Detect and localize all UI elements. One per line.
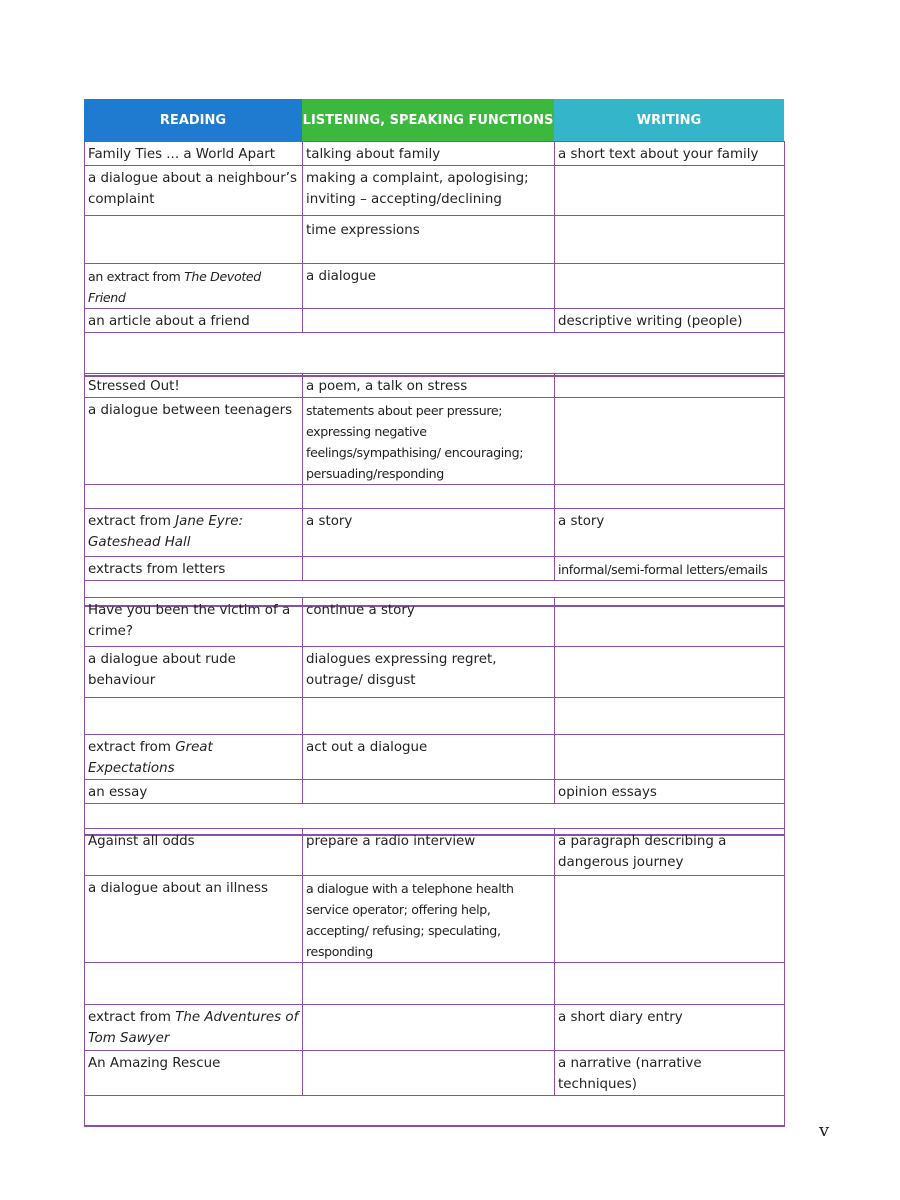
reading-cell: a dialogue about rude behaviour bbox=[85, 647, 303, 698]
header-writing: WRITING bbox=[554, 99, 784, 141]
header-listening-speaking: LISTENING, SPEAKING FUNCTIONS bbox=[302, 99, 554, 141]
listening-cell: time expressions bbox=[303, 216, 555, 264]
writing-cell bbox=[555, 598, 785, 647]
table-row bbox=[85, 598, 785, 647]
listening-cell: a poem, a talk on stress bbox=[303, 374, 555, 398]
writing-cell: opinion essays bbox=[555, 780, 785, 804]
table-row bbox=[85, 509, 785, 557]
writing-cell bbox=[555, 166, 785, 216]
header-reading: READING bbox=[84, 99, 302, 141]
reading-title: The Adventures of Tom Sawyer bbox=[88, 1010, 299, 1046]
writing-cell bbox=[555, 647, 785, 698]
table-row-blank bbox=[85, 1096, 785, 1127]
reading-prefix: extract from bbox=[88, 740, 176, 755]
reading-cell bbox=[85, 735, 303, 780]
listening-cell: making a complaint, apologising; inviting – accepting/declining bbox=[303, 166, 555, 216]
listening-cell bbox=[303, 557, 555, 581]
table-row bbox=[85, 1051, 785, 1096]
writing-cell bbox=[555, 963, 785, 1005]
reading-cell: an article about a friend bbox=[85, 309, 303, 333]
table-row bbox=[85, 142, 785, 166]
table-row-blank bbox=[85, 333, 785, 376]
writing-cell bbox=[555, 698, 785, 735]
reading-cell bbox=[85, 698, 303, 735]
page-number: v bbox=[819, 1120, 830, 1141]
table-row bbox=[85, 698, 785, 735]
reading-title: Jane Eyre: Gateshead Hall bbox=[88, 514, 243, 550]
listening-cell: dialogues expressing regret, outrage/ disgust bbox=[303, 647, 555, 698]
reading-cell: Family Ties ... a World Apart bbox=[85, 142, 303, 166]
listening-cell bbox=[303, 1005, 555, 1051]
reading-cell: extracts from letters bbox=[85, 557, 303, 581]
table-row bbox=[85, 166, 785, 216]
listening-cell: continue a story bbox=[303, 598, 555, 647]
writing-cell: a short text about your family bbox=[555, 142, 785, 166]
reading-cell: an essay bbox=[85, 780, 303, 804]
listening-cell bbox=[303, 485, 555, 509]
listening-cell bbox=[303, 698, 555, 735]
table-row bbox=[85, 1005, 785, 1051]
listening-cell bbox=[303, 963, 555, 1005]
listening-cell: statements about peer pressure; expressing negative feelings/sympathising/ encouraging; persuading/responding bbox=[303, 398, 555, 485]
writing-cell bbox=[555, 876, 785, 963]
writing-cell bbox=[555, 264, 785, 309]
reading-cell: Against all odds bbox=[85, 829, 303, 876]
reading-cell bbox=[85, 963, 303, 1005]
reading-cell: Stressed Out! bbox=[85, 374, 303, 398]
table-row bbox=[85, 829, 785, 876]
table-row bbox=[85, 647, 785, 698]
reading-cell: a dialogue about an illness bbox=[85, 876, 303, 963]
reading-cell: a dialogue about a neighbour’s complaint bbox=[85, 166, 303, 216]
table-row bbox=[85, 309, 785, 333]
blank-cell bbox=[85, 333, 785, 376]
table-row bbox=[85, 485, 785, 509]
writing-cell: a short diary entry bbox=[555, 1005, 785, 1051]
writing-cell: a narrative (narrative techniques) bbox=[555, 1051, 785, 1096]
reading-cell bbox=[85, 485, 303, 509]
listening-cell bbox=[303, 780, 555, 804]
reading-prefix: extract from bbox=[88, 1010, 176, 1025]
table-row bbox=[85, 374, 785, 398]
reading-cell bbox=[85, 216, 303, 264]
table-row bbox=[85, 780, 785, 804]
listening-cell: a story bbox=[303, 509, 555, 557]
reading-cell bbox=[85, 509, 303, 557]
writing-cell: informal/semi-formal letters/emails bbox=[555, 557, 785, 581]
reading-cell bbox=[85, 264, 303, 309]
unit-table-4 bbox=[84, 828, 785, 1127]
listening-cell: prepare a radio interview bbox=[303, 829, 555, 876]
writing-cell bbox=[555, 216, 785, 264]
listening-cell bbox=[303, 309, 555, 333]
listening-cell bbox=[303, 1051, 555, 1096]
reading-cell: a dialogue between teenagers bbox=[85, 398, 303, 485]
listening-cell: act out a dialogue bbox=[303, 735, 555, 780]
table-row bbox=[85, 876, 785, 963]
reading-cell: Have you been the victim of a crime? bbox=[85, 598, 303, 647]
reading-title: Great Expectations bbox=[88, 740, 213, 776]
writing-cell bbox=[555, 735, 785, 780]
listening-cell: a dialogue with a telephone health service operator; offering help, accepting/ refusing; speculating, responding bbox=[303, 876, 555, 963]
unit-table-1 bbox=[84, 141, 785, 377]
writing-cell bbox=[555, 374, 785, 398]
listening-cell: talking about family bbox=[303, 142, 555, 166]
table-row bbox=[85, 963, 785, 1005]
unit-table-2 bbox=[84, 373, 785, 607]
table-row bbox=[85, 398, 785, 485]
listening-cell: a dialogue bbox=[303, 264, 555, 309]
writing-cell: a story bbox=[555, 509, 785, 557]
table-row bbox=[85, 216, 785, 264]
reading-prefix: extract from bbox=[88, 514, 176, 529]
reading-cell bbox=[85, 1005, 303, 1051]
writing-cell: a paragraph describing a dangerous journey bbox=[555, 829, 785, 876]
writing-cell: descriptive writing (people) bbox=[555, 309, 785, 333]
reading-title: The Devoted Friend bbox=[88, 269, 261, 305]
table-row bbox=[85, 557, 785, 581]
blank-cell bbox=[85, 1096, 785, 1127]
table-row bbox=[85, 264, 785, 309]
table-header bbox=[84, 99, 784, 141]
writing-cell bbox=[555, 485, 785, 509]
reading-cell: An Amazing Rescue bbox=[85, 1051, 303, 1096]
unit-table-3 bbox=[84, 597, 785, 836]
writing-cell bbox=[555, 398, 785, 485]
table-row bbox=[85, 735, 785, 780]
reading-prefix: an extract from bbox=[88, 269, 185, 284]
